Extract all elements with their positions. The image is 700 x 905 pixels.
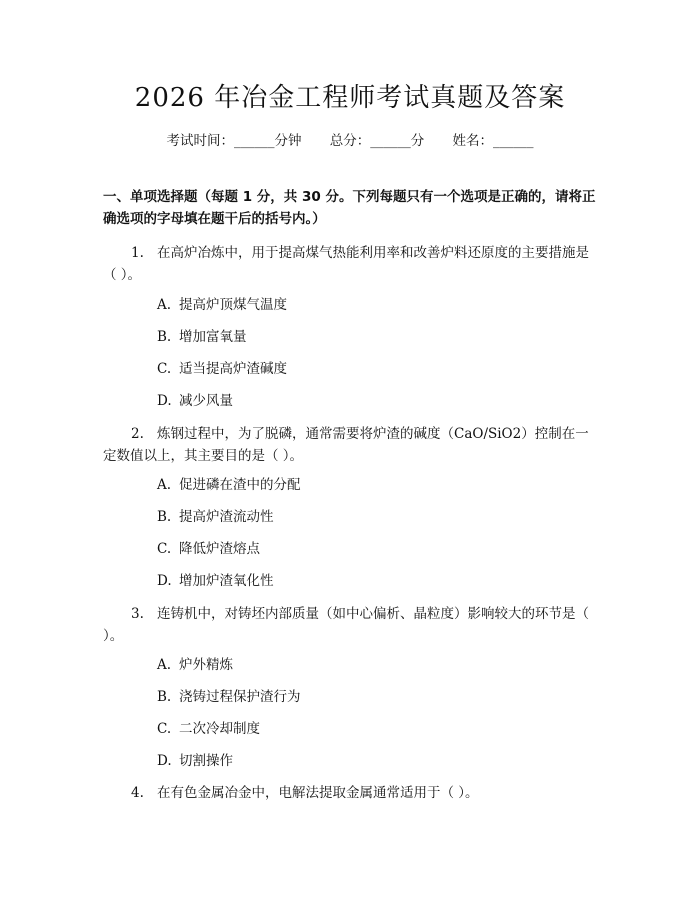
option-letter: B. (157, 329, 172, 345)
question-2-option-d (157, 571, 274, 591)
exam-time-label: 考试时间： (166, 133, 234, 149)
option-text: 提高炉顶煤气温度 (179, 297, 287, 313)
option-letter: C. (157, 721, 172, 737)
question-2-option-b (157, 507, 274, 527)
question-1-option-b (157, 327, 247, 347)
question-text: 炼钢过程中，为了脱磷，通常需要将炉渣的碱度（CaO/SiO2）控制在一定数值以上，其主要目的是（ ）。 (103, 426, 589, 464)
option-letter: C. (157, 361, 172, 377)
question-1-option-a (157, 295, 287, 315)
option-letter: D. (157, 573, 172, 589)
option-text: 二次冷却制度 (179, 721, 260, 737)
option-text: 增加富氧量 (179, 329, 247, 345)
total-score-blank: ______ (370, 133, 411, 149)
question-1-option-d (157, 391, 233, 411)
name-blank: ______ (493, 133, 534, 149)
option-text: 炉外精炼 (179, 657, 233, 673)
total-score-label: 总分： (329, 133, 371, 149)
question-3-option-d (157, 751, 233, 771)
question-1-stem (103, 242, 601, 286)
total-score-unit: 分 (410, 133, 425, 149)
question-3-option-c (157, 719, 260, 739)
question-3-stem (103, 603, 601, 647)
question-2-stem (103, 423, 601, 467)
exam-time-field (166, 133, 301, 149)
option-letter: B. (157, 509, 172, 525)
option-letter: D. (157, 753, 172, 769)
option-letter: A. (157, 657, 172, 673)
question-text: 在高炉冶炼中，用于提高煤气热能利用率和改善炉料还原度的主要措施是（ ）。 (103, 245, 589, 283)
option-text: 切割操作 (179, 753, 233, 769)
question-3-option-b (157, 687, 301, 707)
question-2-option-c (157, 539, 260, 559)
option-letter: D. (157, 393, 172, 409)
option-text: 增加炉渣氧化性 (179, 573, 274, 589)
name-label: 姓名： (452, 133, 494, 149)
question-1-option-c (157, 359, 287, 379)
option-text: 促进磷在渣中的分配 (179, 477, 301, 493)
exam-info-line (0, 130, 700, 152)
option-letter: A. (157, 477, 172, 493)
option-letter: C. (157, 541, 172, 557)
exam-time-unit: 分钟 (274, 133, 302, 149)
question-3-option-a (157, 655, 233, 675)
page-title: 2026 年冶金工程师考试真题及答案 (134, 83, 566, 113)
question-number: 1. (131, 245, 144, 261)
option-text: 降低炉渣熔点 (179, 541, 260, 557)
total-score-field (330, 133, 425, 149)
question-number: 4. (131, 785, 144, 801)
question-2-option-a (157, 475, 301, 495)
question-4-stem (103, 782, 601, 804)
option-text: 浇铸过程保护渣行为 (179, 689, 301, 705)
section-heading: 一、单项选择题（每题 1 分，共 30 分。下列每题只有一个选项是正确的，请将正确选项的字母填在题干后的括号内。） (103, 189, 596, 227)
option-text: 适当提高炉渣碱度 (179, 361, 287, 377)
question-text: 在有色金属冶金中，电解法提取金属通常适用于（ ）。 (157, 785, 479, 801)
name-field (453, 133, 534, 149)
exam-time-blank: ______ (233, 133, 275, 149)
option-text: 减少风量 (179, 393, 233, 409)
option-letter: B. (157, 689, 172, 705)
question-text: 连铸机中，对铸坯内部质量（如中心偏析、晶粒度）影响较大的环节是（ ）。 (103, 606, 589, 644)
option-text: 提高炉渣流动性 (179, 509, 274, 525)
option-letter: A. (157, 297, 172, 313)
question-number: 3. (131, 606, 144, 622)
question-number: 2. (131, 426, 144, 442)
